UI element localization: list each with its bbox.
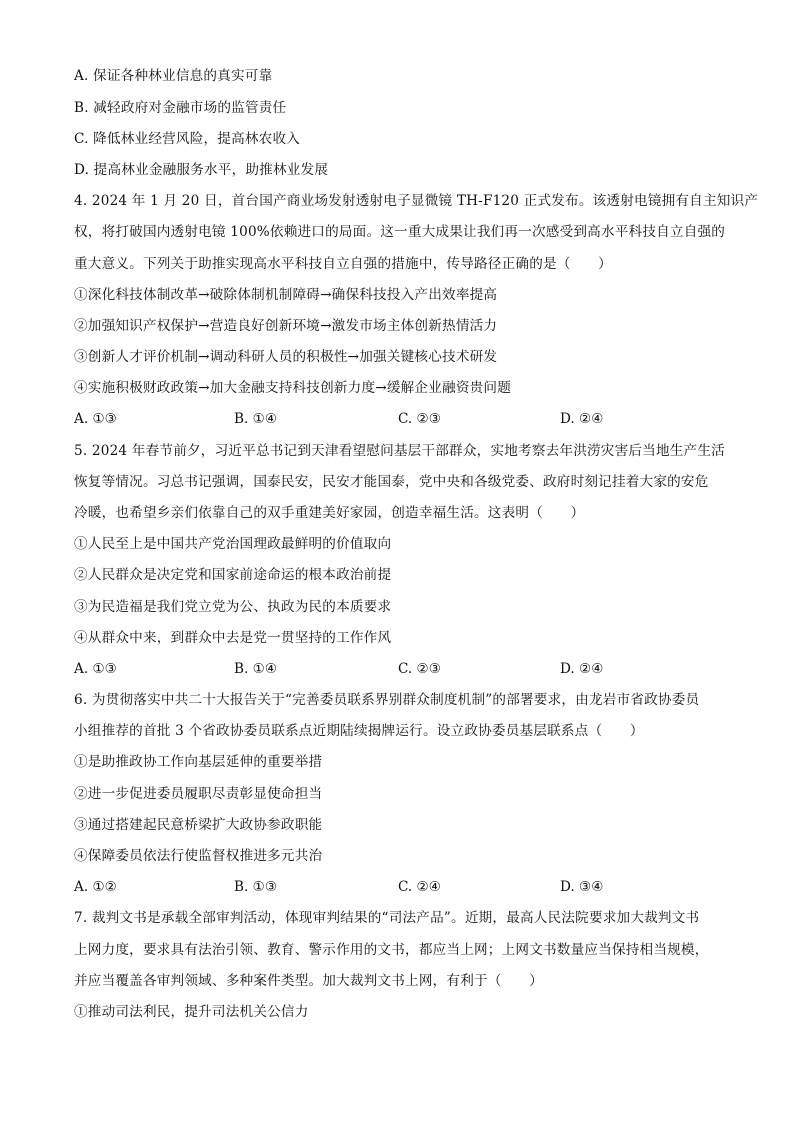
q4-item: ④实施积极财政政策→加大金融支持科技创新力度→缓解企业融资贵问题 [74,380,511,396]
q5-stem-line: 5. 2024 年春节前夕，习近平总书记到天津看望慰问基层干部群众，实地考察去年洪涝灾害后当地生产生活 [74,443,725,459]
q5-choices [74,659,714,679]
q5-item: ①人民至上是中国共产党治国理政最鲜明的价值取向 [74,536,392,552]
q3-option-b: B. 减轻政府对金融市场的监管责任 [74,100,287,116]
q4-item: ③创新人才评价机制→调动科研人员的积极性→加强关键核心技术研发 [74,349,498,365]
q5-stem-line: 恢复等情况。习总书记强调，国泰民安，民安才能国泰，党中央和各级党委、政府时刻记挂着大家的安危 [74,474,709,490]
q3-option-c: C. 降低林业经营风险，提高林农收入 [74,131,301,147]
q5-choice-b[interactable]: B. ①④ [234,661,278,677]
q6-stem-line: 小组推荐的首批 3 个省政协委员联系点近期陆续揭牌运行。设立政协委员基层联系点（ ） [74,723,644,739]
q4-choice-a[interactable]: A. ①③ [74,411,117,427]
q4-choice-c[interactable]: C. ②③ [398,411,441,427]
q4-choice-b[interactable]: B. ①④ [234,411,278,427]
q7-stem-line: 7. 裁判文书是承载全部审判活动，体现审判结果的“司法产品”。近期，最高人民法院要求加大裁判文书 [74,910,700,926]
q5-item: ③为民造福是我们党立党为公、执政为民的本质要求 [74,599,392,615]
q3-option-d: D. 提高林业金融服务水平，助推林业发展 [74,162,329,178]
q4-item: ②加强知识产权保护→营造良好创新环境→激发市场主体创新热情活力 [74,318,498,334]
q4-choices [74,409,714,429]
q5-choice-c[interactable]: C. ②③ [398,661,441,677]
q6-item: ①是助推政协工作向基层延伸的重要举措 [74,754,323,770]
q6-choice-b[interactable]: B. ①③ [234,879,278,895]
q7-stem-line: 并应当覆盖各审判领域、多种案件类型。加大裁判文书上网，有利于（ ） [74,973,543,989]
q4-stem-line: 重大意义。下列关于助推实现高水平科技自立自强的措施中，传导路径正确的是（ ） [74,256,612,272]
q5-choice-a[interactable]: A. ①③ [74,661,117,677]
q7-item: ①推动司法利民，提升司法机关公信力 [74,1004,309,1020]
q6-choice-d[interactable]: D. ③④ [560,879,604,895]
q4-item: ①深化科技体制改革→破除体制机制障碍→确保科技投入产出效率提高 [74,287,498,303]
q6-choices [74,877,714,897]
q5-item: ④从群众中来，到群众中去是党一贯坚持的工作作风 [74,630,392,646]
q5-stem-line: 冷暖，也希望乡亲们依靠自己的双手重建美好家园，创造幸福生活。这表明（ ） [74,505,585,521]
q7-stem-line: 上网力度，要求具有法治引领、教育、警示作用的文书，都应当上网；上网文书数量应当保持相当规模， [74,942,709,958]
q4-stem-line: 权，将打破国内透射电镜 100%依赖进口的局面。这一重大成果让我们再一次感受到高水平科技自立自强的 [74,224,726,240]
q6-stem-line: 6. 为贯彻落实中共二十大报告关于“完善委员联系界别群众制度机制”的部署要求，由龙岩市省政协委员 [74,692,700,708]
q6-choice-a[interactable]: A. ①② [74,879,117,895]
q6-item: ②进一步促进委员履职尽责彰显使命担当 [74,786,323,802]
q3-option-a: A. 保证各种林业信息的真实可靠 [74,68,273,84]
q5-choice-d[interactable]: D. ②④ [560,661,604,677]
q5-item: ②人民群众是决定党和国家前途命运的根本政治前提 [74,567,392,583]
q6-item: ④保障委员依法行使监督权推进多元共治 [74,848,323,864]
q6-choice-c[interactable]: C. ②④ [398,879,441,895]
q6-item: ③通过搭建起民意桥梁扩大政协参政职能 [74,817,323,833]
q4-choice-d[interactable]: D. ②④ [560,411,604,427]
q4-stem-line: 4. 2024 年 1 月 20 日，首台国产商业场发射透射电子显微镜 TH-F120 正式发布。该透射电镜拥有自主知识产 [74,193,759,209]
